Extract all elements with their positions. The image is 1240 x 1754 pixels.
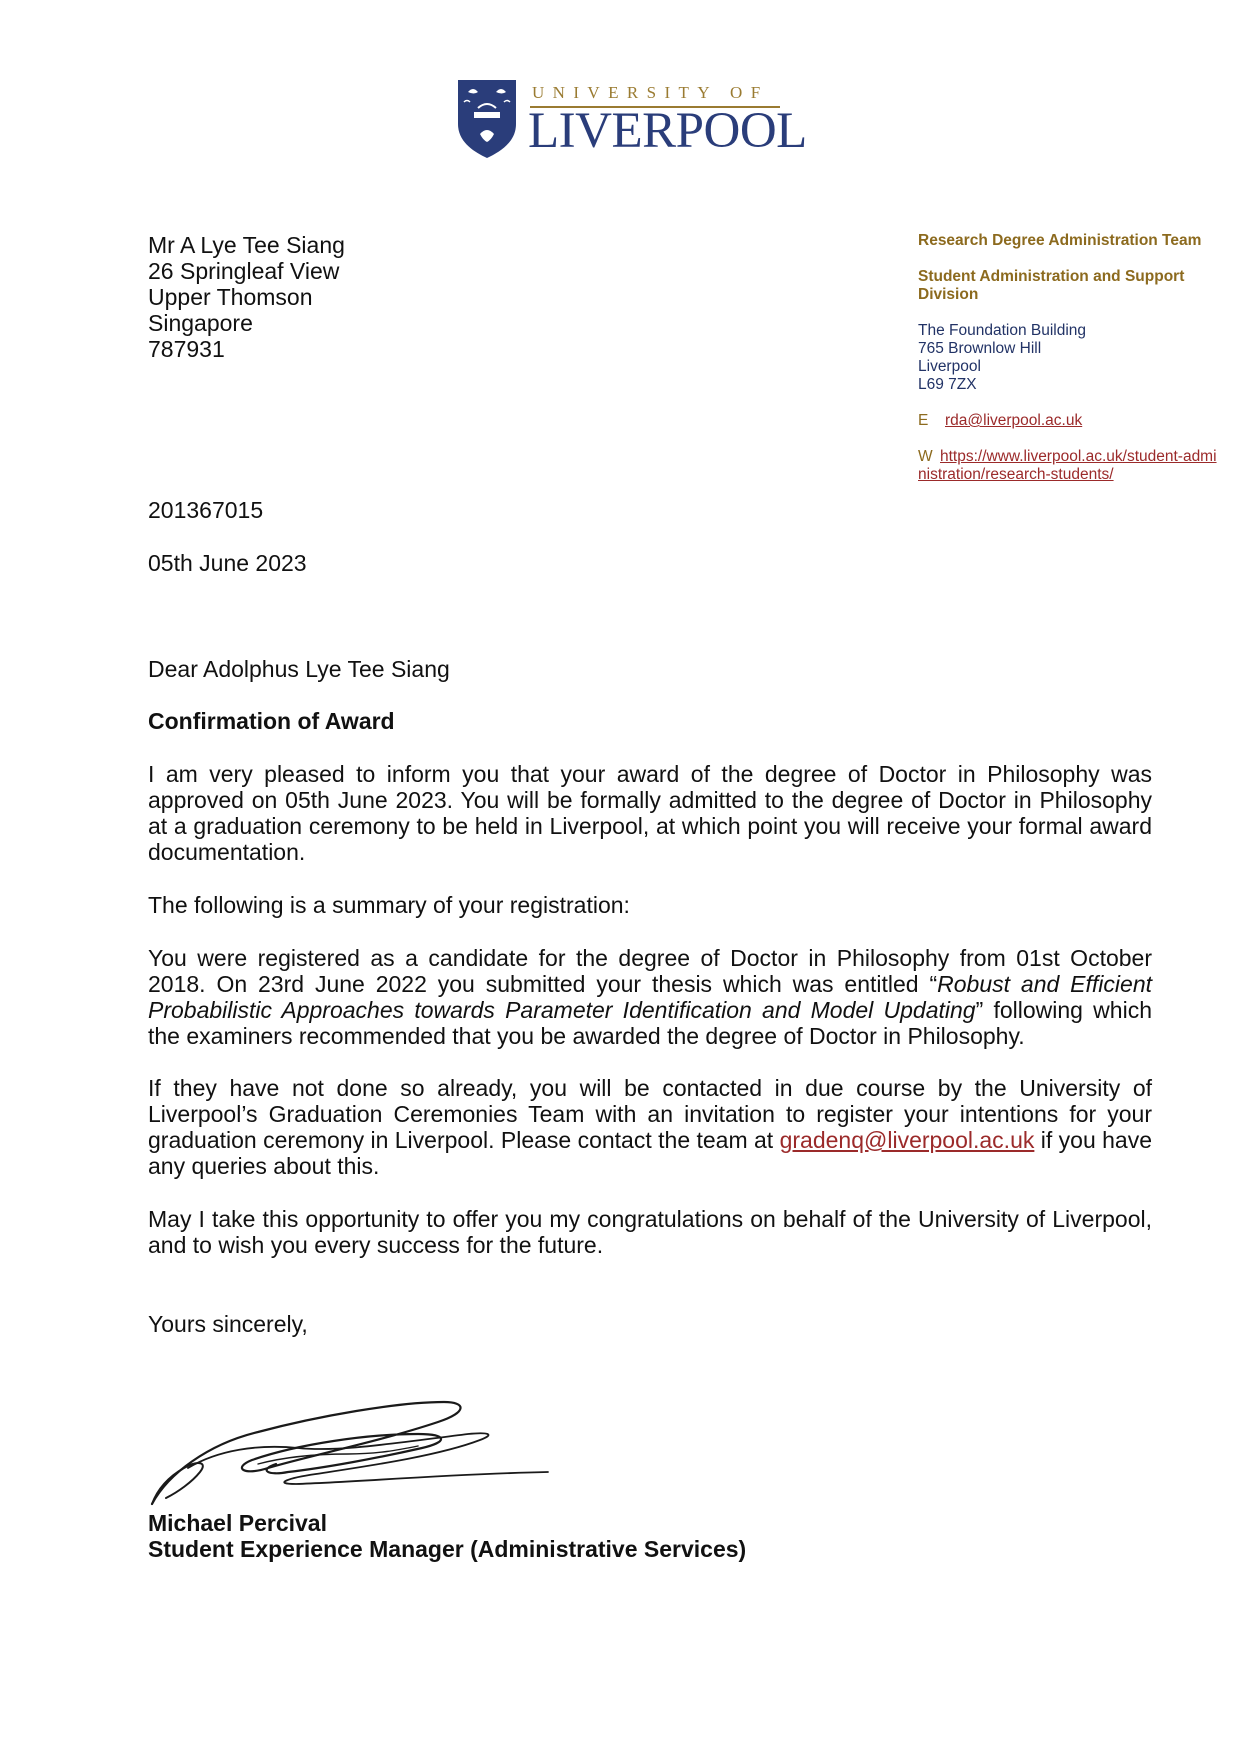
graduation-text-end: if you have any queries about this. [148, 1127, 1153, 1179]
sender-team: Research Degree Administration Team [918, 232, 1202, 249]
recipient-postcode: 787931 [148, 336, 225, 362]
sender-address-line: Liverpool [918, 358, 981, 375]
registration-text: You were registered as a candidate for the degree of Doctor in Philosophy from 01st October 2018. On 23rd June 2022 you submitted your thesis which was entitled “ [148, 945, 1152, 997]
logo-university-of: UNIVERSITY OF [532, 83, 769, 102]
closing: Yours sincerely, [148, 1311, 308, 1337]
recipient-address-line: Singapore [148, 310, 253, 336]
sender-postcode: L69 7ZX [918, 376, 977, 393]
reference-number: 201367015 [148, 497, 264, 523]
paragraph-summary-intro: The following is a summary of your registration: [148, 892, 630, 918]
university-crest-icon [456, 78, 518, 160]
web-label: W [918, 448, 933, 465]
letter-subject: Confirmation of Award [148, 708, 395, 734]
recipient-name: Mr A Lye Tee Siang [148, 232, 345, 258]
gradenq-email-link[interactable]: gradenq@liverpool.ac.uk [779, 1127, 1035, 1153]
university-logo [456, 78, 807, 160]
salutation: Dear Adolphus Lye Tee Siang [148, 656, 450, 682]
sender-address-line: The Foundation Building [918, 322, 1087, 339]
letter-date: 05th June 2023 [148, 550, 307, 576]
sender-web-row [918, 448, 1218, 484]
paragraph-graduation [148, 1075, 1152, 1179]
sender-web-link[interactable]: https://www.liverpool.ac.uk/student-administration/research-students/ [918, 448, 1217, 483]
sender-block [918, 232, 1218, 484]
recipient-address-line: 26 Springleaf View [148, 258, 340, 284]
registration-text-end: ” following which the examiners recommended that you be awarded the degree of Doctor in Philosophy. [148, 997, 1152, 1049]
recipient-address-line: Upper Thomson [148, 284, 313, 310]
graduation-text: If they have not done so already, you will be contacted in due course by the University of Liverpool’s Graduation Ceremonies Team with an invitation to register your intentions for your graduation ceremony in Liverpool. Please contact the team at [148, 1075, 1152, 1153]
signatory-title: Student Experience Manager (Administrative Services) [148, 1536, 747, 1562]
email-label: E [918, 412, 929, 429]
recipient-address [148, 232, 345, 362]
paragraph-congratulations: May I take this opportunity to offer you my congratulations on behalf of the University of Liverpool, and to wish you every success for the future. [148, 1206, 1152, 1258]
sender-division: Student Administration and Support Division [918, 268, 1185, 303]
sender-email-link[interactable]: rda@liverpool.ac.uk [945, 412, 1083, 429]
signatory-name: Michael Percival [148, 1510, 327, 1536]
sender-address-line: 765 Brownlow Hill [918, 340, 1042, 357]
handwritten-signature [148, 1364, 558, 1514]
logo-liverpool: LIVERPOOL [528, 103, 807, 159]
thesis-title: Robust and Efficient Probabilistic Approaches towards Parameter Identification and Model Updating [148, 971, 1152, 1023]
paragraph-registration [148, 945, 1152, 1049]
paragraph-award: I am very pleased to inform you that your award of the degree of Doctor in Philosophy was approved on 05th June 2023. You will be formally admitted to the degree of Doctor in Philosophy at a graduation ceremony to be held in Liverpool, at which point you will receive your formal award documentation. [148, 761, 1152, 865]
sender-email-row [918, 412, 1218, 430]
